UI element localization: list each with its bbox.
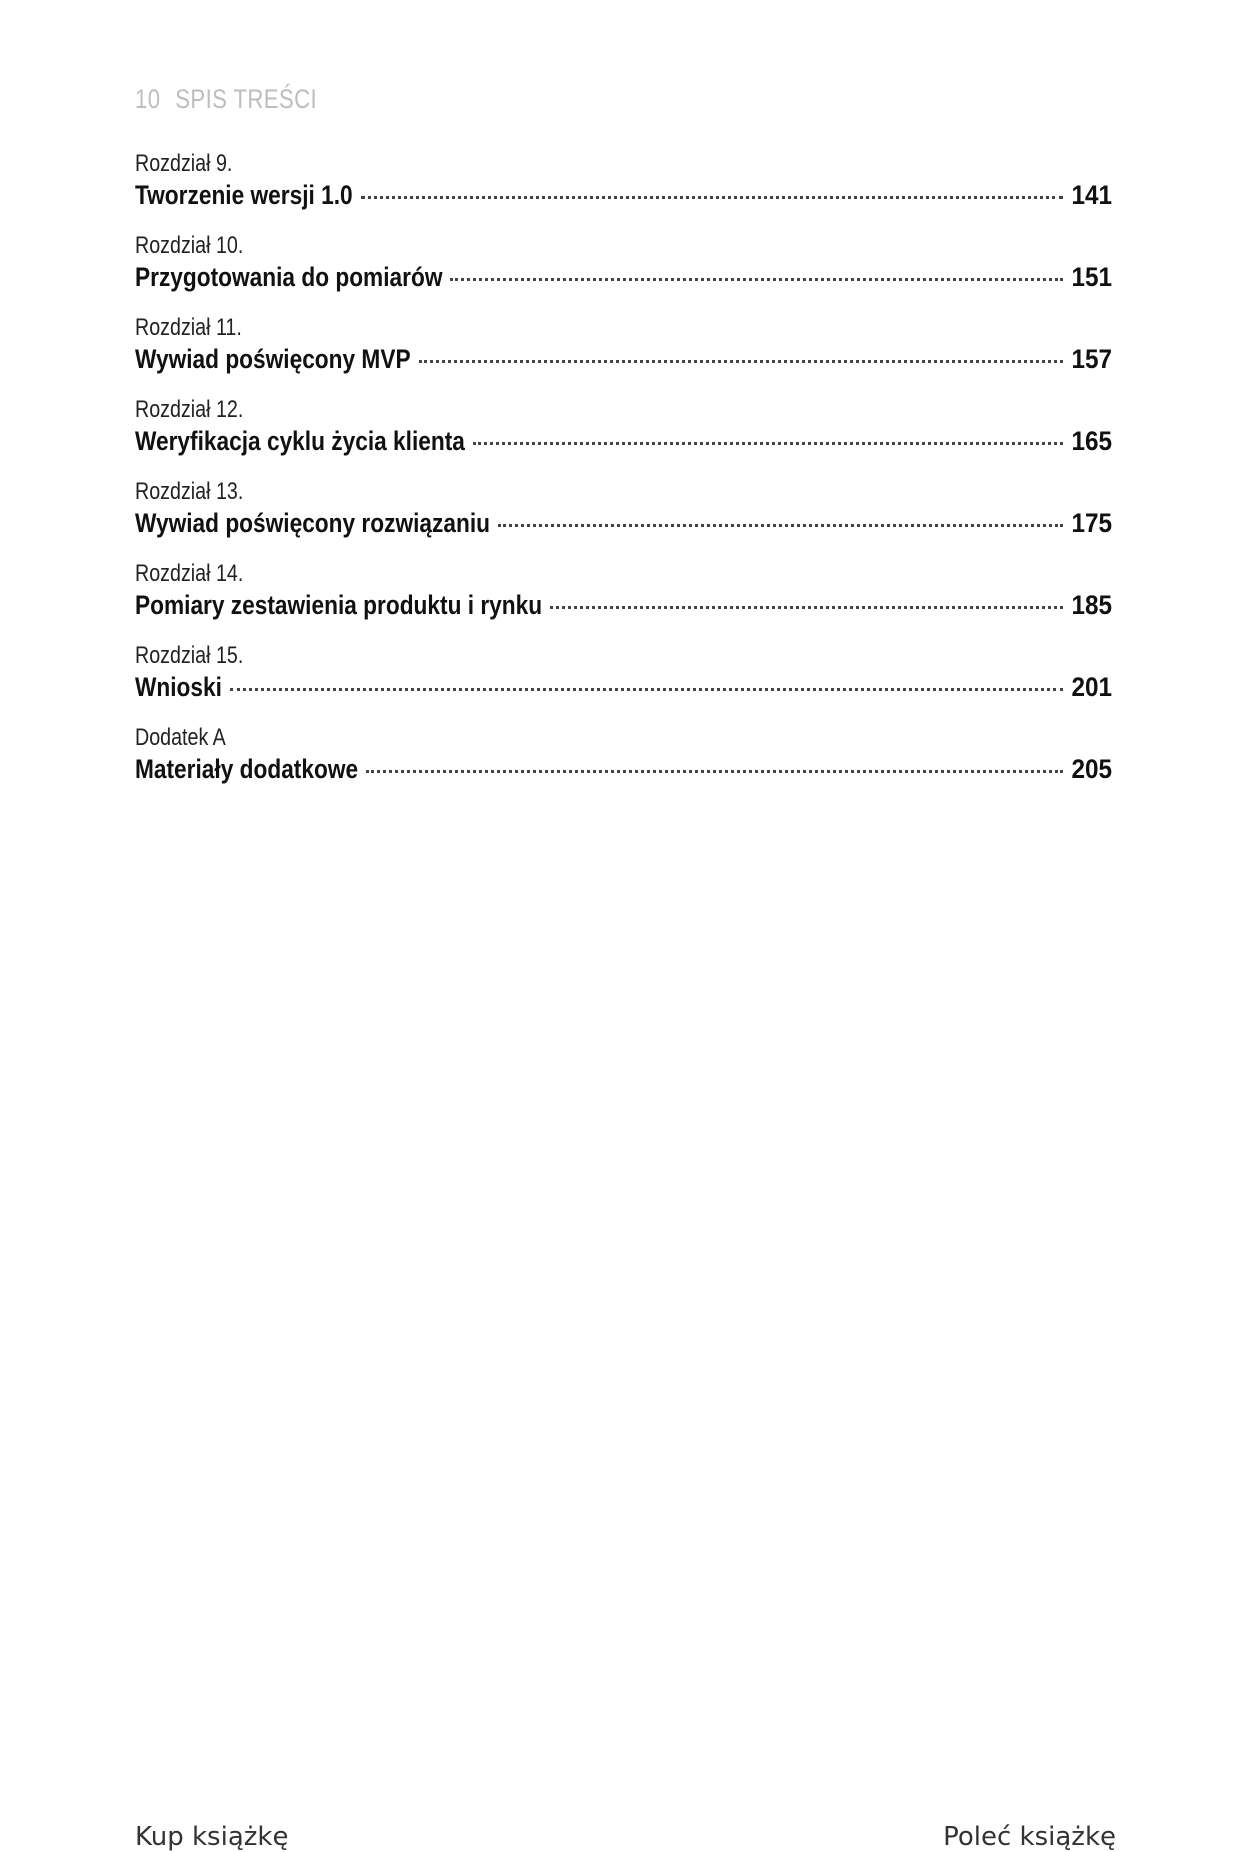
toc-entry (135, 476, 1112, 558)
chapter-label: Rozdział 11. (135, 314, 242, 341)
appendix-page-number: 205 (1071, 754, 1112, 784)
section-title: SPIS TREŚCI (175, 84, 318, 114)
dot-leader (550, 606, 1063, 609)
chapter-title: Pomiary zestawienia produktu i rynku (135, 590, 543, 620)
chapter-page-number: 201 (1071, 672, 1112, 702)
chapter-label: Rozdział 12. (135, 396, 244, 423)
toc-title-row[interactable] (135, 508, 1112, 542)
toc-title-row[interactable] (135, 180, 1112, 214)
toc-title-row[interactable] (135, 344, 1112, 378)
dot-leader (450, 278, 1062, 281)
toc-title-row[interactable] (135, 262, 1112, 296)
toc-title-row[interactable] (135, 754, 1112, 788)
dot-leader (361, 196, 1063, 199)
toc-entry (135, 640, 1112, 722)
dot-leader (498, 524, 1063, 527)
toc-entry (135, 230, 1112, 312)
toc-entry (135, 312, 1112, 394)
dot-leader (366, 770, 1063, 773)
chapter-page-number: 157 (1071, 344, 1112, 374)
dot-leader (473, 442, 1063, 445)
toc-title-row[interactable] (135, 672, 1112, 706)
footer (135, 1822, 1116, 1852)
toc-title-row[interactable] (135, 426, 1112, 460)
chapter-title: Wnioski (135, 672, 222, 702)
toc-entry (135, 558, 1112, 640)
toc-entry (135, 148, 1112, 230)
chapter-page-number: 165 (1071, 426, 1112, 456)
chapter-page-number: 141 (1071, 180, 1112, 210)
recommend-book-link[interactable]: Poleć książkę (943, 1822, 1116, 1852)
page-number: 10 (135, 84, 161, 114)
appendix-label: Dodatek A (135, 724, 226, 751)
dot-leader (230, 688, 1063, 691)
chapter-title: Weryfikacja cyklu życia klienta (135, 426, 465, 456)
chapter-title: Wywiad poświęcony MVP (135, 344, 411, 374)
chapter-page-number: 175 (1071, 508, 1112, 538)
chapter-label: Rozdział 15. (135, 642, 244, 669)
chapter-page-number: 185 (1071, 590, 1112, 620)
toc-entry (135, 722, 1112, 804)
buy-book-link[interactable]: Kup książkę (135, 1822, 289, 1852)
chapter-label: Rozdział 13. (135, 478, 244, 505)
dot-leader (419, 360, 1063, 363)
table-of-contents (135, 148, 1112, 804)
chapter-label: Rozdział 9. (135, 150, 233, 177)
chapter-title: Wywiad poświęcony rozwiązaniu (135, 508, 490, 538)
chapter-label: Rozdział 10. (135, 232, 244, 259)
appendix-title: Materiały dodatkowe (135, 754, 359, 784)
chapter-title: Tworzenie wersji 1.0 (135, 180, 353, 210)
page-header (135, 84, 317, 115)
chapter-page-number: 151 (1071, 262, 1112, 292)
toc-title-row[interactable] (135, 590, 1112, 624)
chapter-title: Przygotowania do pomiarów (135, 262, 443, 292)
chapter-label: Rozdział 14. (135, 560, 244, 587)
toc-entry (135, 394, 1112, 476)
